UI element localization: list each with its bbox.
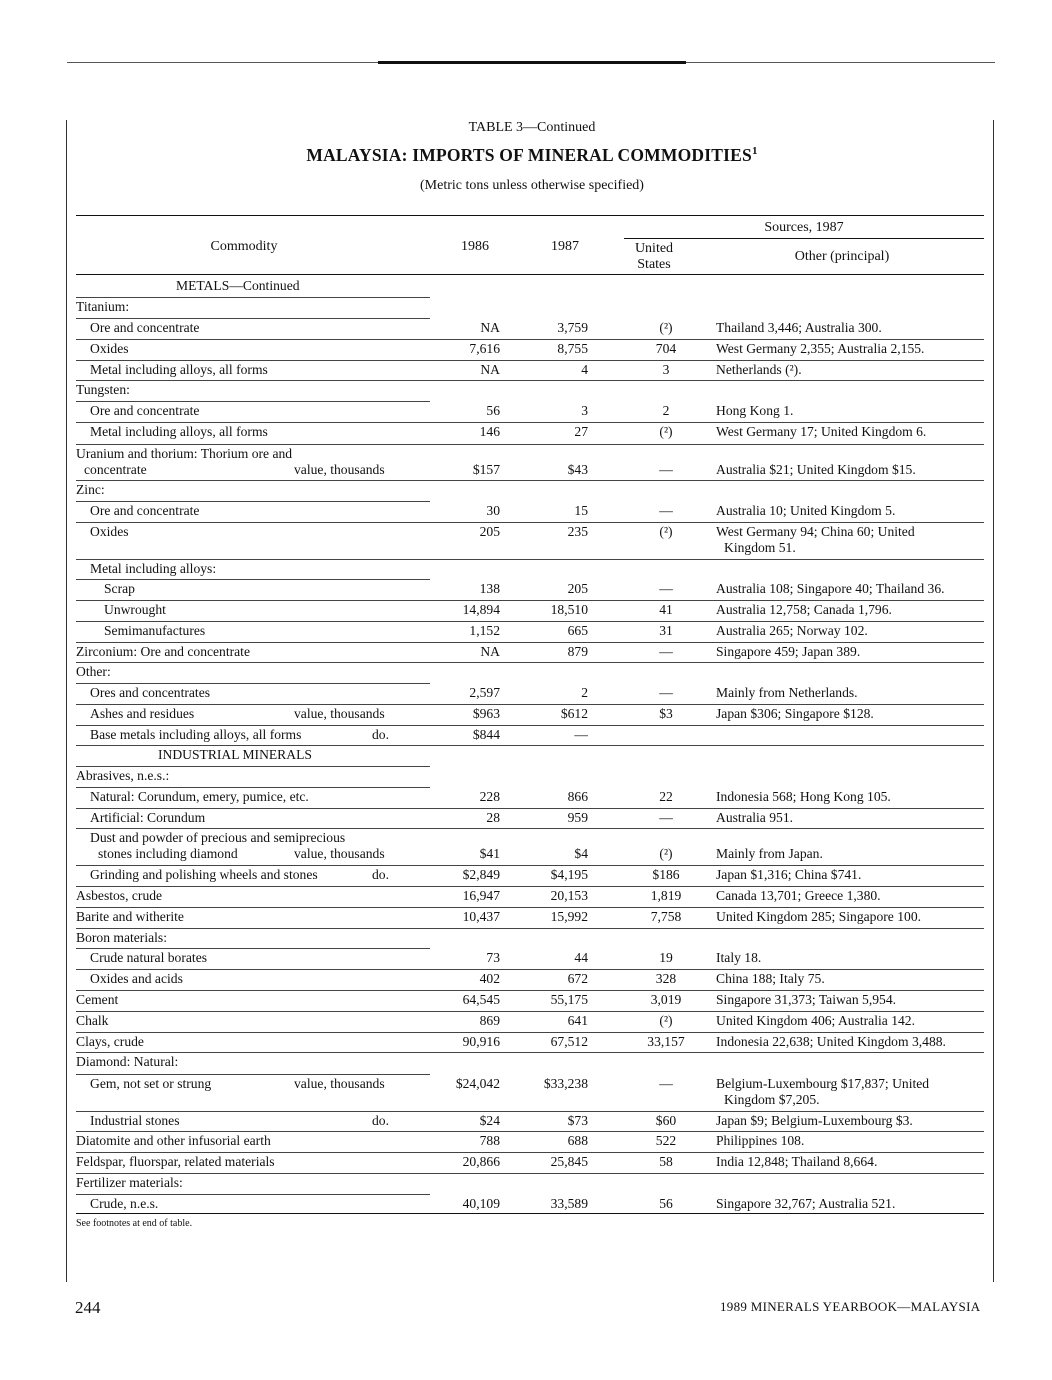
commodity-cell: Ashes and residues (90, 706, 195, 721)
commodity-cell: Dust and powder of precious and semiprecious (90, 830, 346, 845)
value-1987-cell: 688 (567, 1133, 588, 1148)
commodity-cell: Feldspar, fluorspar, related materials (76, 1154, 275, 1169)
united-states-cell: 522 (655, 1133, 677, 1148)
row-rule (76, 886, 984, 887)
other-sources-cell: Australia 265; Norway 102. (716, 623, 868, 638)
row-rule (76, 745, 984, 746)
table-row (76, 789, 984, 810)
other-sources-cell: Belgium-Luxembourg $17,837; United (716, 1076, 930, 1091)
section-heading-row (76, 278, 984, 299)
row-rule (76, 948, 430, 949)
united-states-cell: 3 (662, 362, 670, 377)
table-row (76, 320, 984, 341)
table-row (76, 992, 984, 1013)
value-1987-cell: 33,589 (550, 1196, 588, 1211)
other-sources-cell: West Germany 2,355; Australia 2,155. (716, 341, 925, 356)
united-states-cell: 33,157 (647, 1034, 685, 1049)
row-rule (76, 683, 430, 684)
table-row (76, 830, 984, 867)
value-1987-cell: 3 (581, 403, 588, 418)
commodity-cell: Metal including alloys: (90, 561, 217, 576)
value-1987-cell: 4 (581, 362, 588, 377)
united-states-cell: (²) (659, 846, 673, 861)
value-1987-cell: 18,510 (550, 602, 588, 617)
row-rule (76, 522, 984, 523)
value-1987-cell: 2 (581, 685, 588, 700)
sources-rule (624, 238, 984, 239)
unit-cell: value, thousands (294, 462, 385, 477)
commodity-cell: Fertilizer materials: (76, 1175, 183, 1190)
row-rule (76, 1194, 430, 1195)
table-row (76, 503, 984, 524)
value-1987-cell: 25,845 (550, 1154, 588, 1169)
value-1987-cell: 665 (567, 623, 588, 638)
united-states-cell: — (659, 462, 673, 477)
commodity-cell: Zinc: (76, 482, 105, 497)
row-rule (76, 600, 984, 601)
commodity-cell: Crude natural borates (90, 950, 208, 965)
commodity-cell: Industrial stones (90, 1113, 180, 1128)
value-1987-cell: 15,992 (550, 909, 588, 924)
row-rule (76, 339, 984, 340)
value-1987-cell: 8,755 (557, 341, 588, 356)
united-states-cell: — (659, 810, 673, 825)
table-row (76, 299, 984, 320)
row-rule (76, 401, 430, 402)
commodity-cell: Boron materials: (76, 930, 167, 945)
table-row (76, 482, 984, 503)
row-rule (76, 990, 984, 991)
row-rule (76, 360, 984, 361)
other-sources-cell: India 12,848; Thailand 8,664. (716, 1154, 878, 1169)
table-row (76, 1154, 984, 1175)
other-sources-cell: Canada 13,701; Greece 1,380. (716, 888, 881, 903)
united-states-cell: 2 (662, 403, 670, 418)
value-1986-cell: 788 (479, 1133, 500, 1148)
value-1986-cell: 146 (479, 424, 500, 439)
united-states-cell: $60 (655, 1113, 677, 1128)
united-states-cell: 7,758 (650, 909, 682, 924)
table-bottom-rule (76, 1213, 984, 1214)
commodity-cell-line2: concentrate (84, 462, 147, 477)
value-1986-cell: $157 (472, 462, 500, 477)
table-row (76, 446, 984, 482)
table-row (76, 561, 984, 581)
commodity-cell: Oxides (90, 341, 129, 356)
table-row (76, 909, 984, 930)
commodity-cell: Metal including alloys, all forms (90, 362, 268, 377)
row-rule (76, 787, 430, 788)
row-rule (76, 808, 984, 809)
table-row (76, 950, 984, 971)
value-1986-cell: 73 (486, 950, 500, 965)
table-row (76, 1113, 984, 1133)
other-sources-cell: West Germany 17; United Kingdom 6. (716, 424, 927, 439)
unit-cell: value, thousands (294, 1076, 385, 1091)
table-row (76, 1076, 984, 1113)
value-1986-cell: $963 (472, 706, 500, 721)
value-1986-cell: 1,152 (469, 623, 500, 638)
united-states-cell: 3,019 (650, 992, 682, 1007)
united-states-cell: 31 (659, 623, 673, 638)
section-heading-row (76, 747, 984, 768)
commodity-cell: Other: (76, 664, 111, 679)
commodity-cell: Titanium: (76, 299, 130, 314)
row-rule (76, 1032, 984, 1033)
value-1987-cell: 641 (567, 1013, 588, 1028)
row-rule (76, 559, 984, 560)
row-rule (76, 969, 984, 970)
commodity-cell: Uranium and thorium: Thorium ore and (76, 446, 293, 461)
commodity-cell: Crude, n.e.s. (90, 1196, 159, 1211)
commodity-cell: Grinding and polishing wheels and stones (90, 867, 318, 882)
table-row (76, 867, 984, 888)
other-sources-cell: Australia 12,758; Canada 1,796. (716, 602, 892, 617)
table-row (76, 727, 984, 747)
other-sources-cell: Italy 18. (716, 950, 762, 965)
header-bottom-rule (76, 274, 984, 275)
unit-cell: do. (372, 1113, 389, 1128)
commodity-cell: Oxides and acids (90, 971, 183, 986)
value-1986-cell: 205 (479, 524, 500, 539)
table-row (76, 888, 984, 909)
united-states-cell: 704 (655, 341, 677, 356)
footnote-note: See footnotes at end of table. (76, 1218, 193, 1229)
row-rule (76, 928, 984, 929)
value-1987-cell: 67,512 (550, 1034, 588, 1049)
commodity-cell: Metal including alloys, all forms (90, 424, 268, 439)
row-rule (76, 907, 984, 908)
value-1986-cell: 10,437 (462, 909, 500, 924)
commodity-cell: Scrap (104, 581, 135, 596)
value-1987-cell: $4 (574, 846, 588, 861)
commodity-cell: Semimanufactures (104, 623, 206, 638)
other-sources-cell: Japan $306; Singapore $128. (716, 706, 874, 721)
unit-cell: do. (372, 727, 389, 742)
right-margin-line (993, 120, 994, 1282)
table-subtitle: (Metric tons unless otherwise specified) (420, 178, 644, 193)
other-sources-cell: Philippines 108. (716, 1133, 805, 1148)
unit-cell: value, thousands (294, 846, 385, 861)
value-1986-cell: $24 (479, 1113, 500, 1128)
other-sources-cell: United Kingdom 406; Australia 142. (716, 1013, 915, 1028)
value-1986-cell: 30 (486, 503, 500, 518)
united-states-cell: 56 (659, 1196, 673, 1211)
commodity-cell: Clays, crude (76, 1034, 144, 1049)
table-label: TABLE 3—Continued (468, 120, 596, 135)
other-sources-cell-line2: Kingdom $7,205. (724, 1092, 820, 1107)
commodity-cell: Base metals including alloys, all forms (90, 727, 302, 742)
row-rule (76, 501, 430, 502)
left-margin-line (66, 120, 67, 1282)
commodity-cell: Diamond: Natural: (76, 1054, 179, 1069)
row-rule (76, 480, 984, 481)
united-states-cell: — (659, 503, 673, 518)
value-1987-cell: $612 (560, 706, 588, 721)
value-1986-cell: 90,916 (462, 1034, 500, 1049)
value-1987-cell: — (574, 727, 588, 742)
other-sources-cell: Australia $21; United Kingdom $15. (716, 462, 916, 477)
united-states-cell: (²) (659, 424, 673, 439)
row-rule (76, 621, 984, 622)
row-rule (76, 1111, 984, 1112)
row-rule (76, 642, 984, 643)
other-sources-cell: Singapore 32,767; Australia 521. (716, 1196, 896, 1211)
row-rule (76, 1011, 984, 1012)
commodity-cell: Chalk (76, 1013, 109, 1028)
page-number: 244 (75, 1298, 101, 1317)
top-rule-bold (378, 61, 686, 64)
value-1987-cell: 20,153 (550, 888, 588, 903)
other-sources-cell: Singapore 31,373; Taiwan 5,954. (716, 992, 897, 1007)
row-rule (76, 1074, 430, 1075)
value-1986-cell: 138 (479, 581, 500, 596)
table-row (76, 930, 984, 950)
value-1986-cell: $2,849 (462, 867, 500, 882)
table-row (76, 382, 984, 403)
value-1986-cell: 64,545 (462, 992, 500, 1007)
table-title-text: MALAYSIA: IMPORTS OF MINERAL COMMODITIES (306, 145, 752, 165)
value-1987-cell: 3,759 (557, 320, 588, 335)
running-title: 1989 MINERALS YEARBOOK—MALAYSIA (720, 1299, 981, 1314)
value-1986-cell: 16,947 (462, 888, 500, 903)
other-sources-cell: Thailand 3,446; Australia 300. (716, 320, 882, 335)
table-row (76, 403, 984, 424)
other-sources-cell: Indonesia 22,638; United Kingdom 3,488. (716, 1034, 946, 1049)
row-rule (76, 1131, 984, 1132)
table-row (76, 1013, 984, 1034)
value-1987-cell: 672 (567, 971, 588, 986)
commodity-cell: INDUSTRIAL MINERALS (158, 747, 312, 762)
table-row (76, 341, 984, 362)
value-1987-cell: $33,238 (543, 1076, 588, 1091)
value-1986-cell: NA (480, 320, 500, 335)
table-row (76, 768, 984, 789)
united-states-cell: 19 (659, 950, 673, 965)
row-rule (76, 318, 430, 319)
commodity-cell: Natural: Corundum, emery, pumice, etc. (90, 789, 309, 804)
united-states-cell: 22 (659, 789, 673, 804)
other-sources-cell: Hong Kong 1. (716, 403, 794, 418)
unit-cell: value, thousands (294, 706, 385, 721)
commodity-cell: Tungsten: (76, 382, 130, 397)
value-1987-cell: 205 (567, 581, 588, 596)
table-row (76, 362, 984, 382)
row-rule (76, 422, 984, 423)
value-1986-cell: 402 (479, 971, 500, 986)
header-other-principal: Other (principal) (794, 249, 890, 264)
value-1986-cell: 7,616 (469, 341, 500, 356)
row-rule (76, 828, 984, 829)
other-sources-cell: Japan $1,316; China $741. (716, 867, 862, 882)
commodity-cell: Artificial: Corundum (90, 810, 206, 825)
united-states-cell: (²) (659, 524, 673, 539)
other-sources-cell: Japan $9; Belgium-Luxembourg $3. (716, 1113, 913, 1128)
table-row (76, 971, 984, 992)
other-sources-cell: Mainly from Japan. (716, 846, 823, 861)
table-row (76, 1196, 984, 1213)
table-title (0, 145, 1052, 166)
united-states-cell: $186 (652, 867, 680, 882)
table-row (76, 424, 984, 446)
commodity-cell: Ore and concentrate (90, 403, 200, 418)
united-states-cell: 328 (655, 971, 677, 986)
other-sources-cell-line2: Kingdom 51. (724, 540, 796, 555)
row-rule (76, 579, 430, 580)
table-row (76, 685, 984, 706)
commodity-cell: Unwrought (104, 602, 166, 617)
value-1986-cell: $24,042 (455, 1076, 500, 1091)
unit-cell: do. (372, 867, 389, 882)
value-1987-cell: 879 (567, 644, 588, 659)
commodity-cell: Abrasives, n.e.s.: (76, 768, 170, 783)
table-row (76, 1175, 984, 1196)
table-row (76, 524, 984, 561)
row-rule (76, 725, 984, 726)
row-rule (76, 380, 984, 381)
value-1986-cell: 2,597 (469, 685, 500, 700)
header-united-states: United States (634, 241, 674, 272)
united-states-cell: 41 (659, 602, 673, 617)
value-1987-cell: 55,175 (550, 992, 588, 1007)
table-row (76, 664, 984, 685)
table-row (76, 602, 984, 623)
row-rule (76, 297, 430, 298)
table-row (76, 644, 984, 664)
table-row (76, 1034, 984, 1054)
title-footnote-mark: 1 (751, 145, 758, 158)
commodity-cell: METALS—Continued (176, 278, 300, 293)
table-row (76, 810, 984, 830)
value-1986-cell: 20,866 (462, 1154, 500, 1169)
value-1987-cell: 27 (574, 424, 588, 439)
united-states-cell: 58 (659, 1154, 673, 1169)
united-states-cell: $3 (659, 706, 673, 721)
value-1986-cell: $844 (472, 727, 500, 742)
value-1987-cell: 15 (574, 503, 588, 518)
other-sources-cell: Australia 10; United Kingdom 5. (716, 503, 896, 518)
value-1986-cell: NA (480, 644, 500, 659)
united-states-cell: — (659, 581, 673, 596)
value-1987-cell: $4,195 (550, 867, 588, 882)
commodity-cell: Ore and concentrate (90, 320, 200, 335)
commodity-cell: Asbestos, crude (76, 888, 163, 903)
united-states-cell: — (659, 644, 673, 659)
commodity-cell: Diatomite and other infusorial earth (76, 1133, 271, 1148)
united-states-cell: — (659, 1076, 673, 1091)
value-1986-cell: 14,894 (462, 602, 500, 617)
value-1986-cell: 56 (486, 403, 500, 418)
other-sources-cell: China 188; Italy 75. (716, 971, 825, 986)
row-rule (76, 1052, 984, 1053)
row-rule (76, 1152, 984, 1153)
commodity-cell: Gem, not set or strung (90, 1076, 212, 1091)
header-commodity: Commodity (210, 239, 278, 254)
other-sources-cell: Singapore 459; Japan 389. (716, 644, 861, 659)
commodity-cell: Cement (76, 992, 119, 1007)
row-rule (76, 444, 984, 445)
united-states-cell: (²) (659, 1013, 673, 1028)
table-row (76, 706, 984, 727)
value-1986-cell: NA (480, 362, 500, 377)
header-sources: Sources, 1987 (764, 220, 844, 235)
header-top-rule (76, 215, 984, 216)
table-row (76, 1133, 984, 1154)
united-states-cell: (²) (659, 320, 673, 335)
value-1986-cell: 228 (479, 789, 500, 804)
value-1986-cell: $41 (479, 846, 500, 861)
value-1987-cell: 235 (567, 524, 588, 539)
value-1987-cell: 866 (567, 789, 588, 804)
value-1987-cell: 44 (574, 950, 588, 965)
other-sources-cell: Australia 108; Singapore 40; Thailand 36. (716, 581, 945, 596)
value-1986-cell: 28 (486, 810, 500, 825)
united-states-cell: — (659, 685, 673, 700)
row-rule (76, 766, 430, 767)
other-sources-cell: United Kingdom 285; Singapore 100. (716, 909, 922, 924)
other-sources-cell: Mainly from Netherlands. (716, 685, 858, 700)
value-1986-cell: 869 (479, 1013, 500, 1028)
row-rule (76, 704, 984, 705)
value-1987-cell: $43 (567, 462, 588, 477)
table-row (76, 581, 984, 602)
value-1987-cell: $73 (567, 1113, 588, 1128)
other-sources-cell: Indonesia 568; Hong Kong 105. (716, 789, 891, 804)
commodity-cell: Zirconium: Ore and concentrate (76, 644, 250, 659)
other-sources-cell: West Germany 94; China 60; United (716, 524, 915, 539)
commodity-cell: Barite and witherite (76, 909, 184, 924)
commodity-cell: Ores and concentrates (90, 685, 211, 700)
united-states-cell: 1,819 (650, 888, 682, 903)
other-sources-cell: Netherlands (²). (716, 362, 802, 377)
commodity-cell-line2: stones including diamond (98, 846, 238, 861)
other-sources-cell: Australia 951. (716, 810, 794, 825)
commodity-cell: Oxides (90, 524, 129, 539)
row-rule (76, 662, 984, 663)
table-row (76, 1054, 984, 1076)
commodity-cell: Ore and concentrate (90, 503, 200, 518)
table-row (76, 623, 984, 644)
value-1987-cell: 959 (567, 810, 588, 825)
row-rule (76, 1173, 984, 1174)
header-1987: 1987 (551, 239, 579, 254)
header-1986: 1986 (461, 239, 489, 254)
value-1986-cell: 40,109 (462, 1196, 500, 1211)
row-rule (76, 865, 984, 866)
